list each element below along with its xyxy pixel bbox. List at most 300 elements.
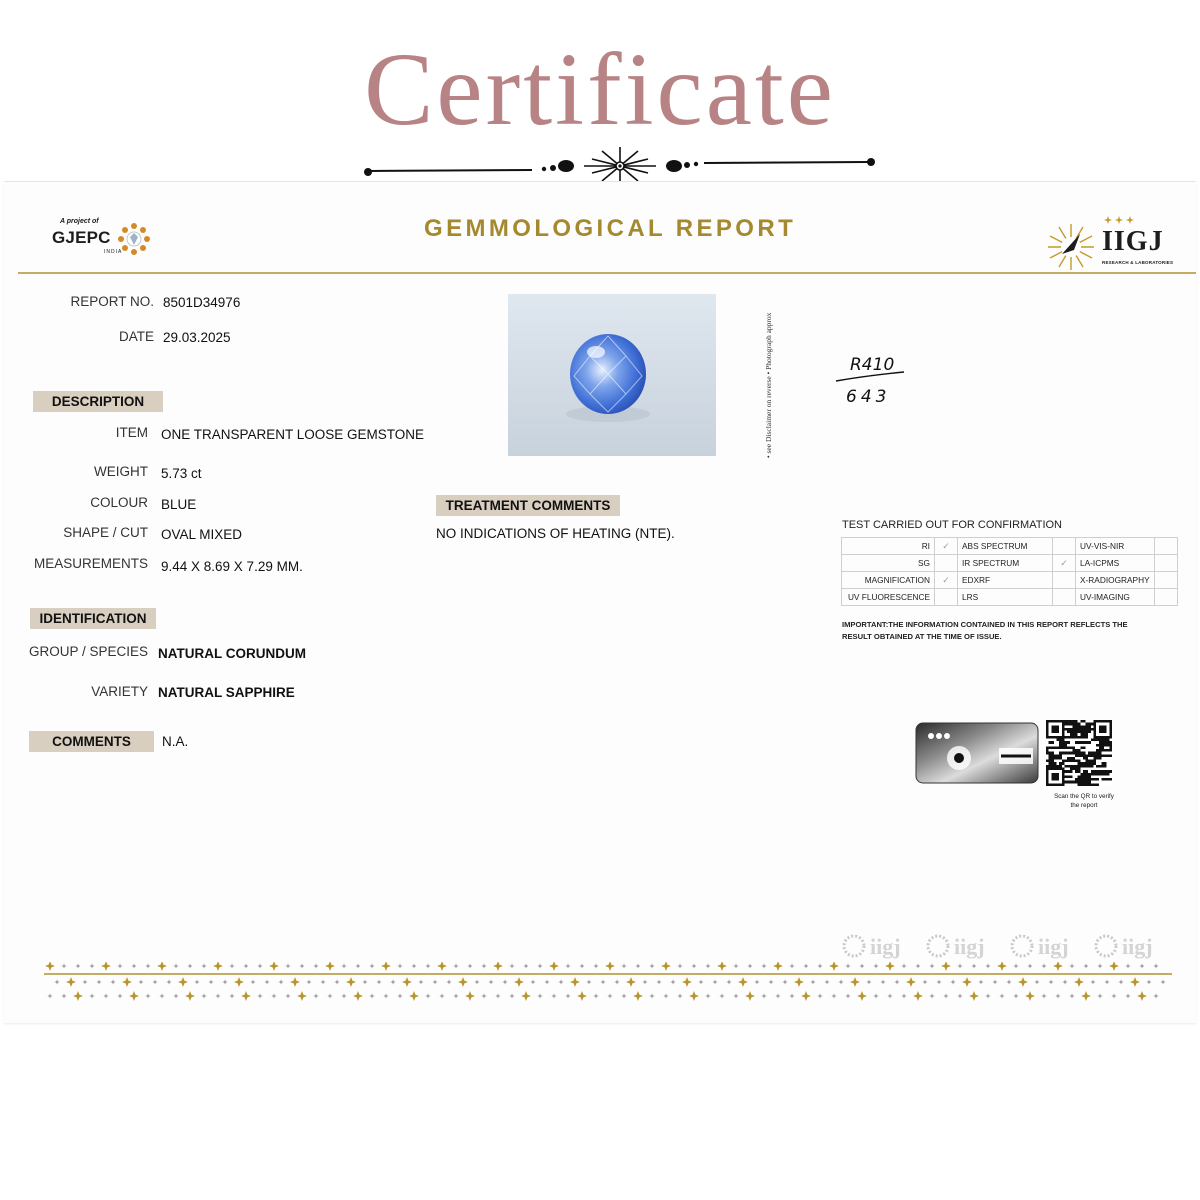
- gold-star-icon: [390, 979, 395, 984]
- test-name-2-b: EDXRF: [958, 572, 1053, 589]
- gold-star-icon: [397, 963, 402, 968]
- test-name-2-a: MAGNIFICATION: [842, 572, 935, 589]
- gold-star-icon: [887, 993, 892, 998]
- gold-star-icon: [1048, 979, 1053, 984]
- comments-value: N.A.: [162, 734, 189, 749]
- gold-star-icon: [551, 993, 556, 998]
- gold-star-icon: [677, 993, 682, 998]
- gold-star-icon: [1041, 993, 1046, 998]
- report-number-label: REPORT NO.: [70, 294, 154, 309]
- tests-table: [841, 537, 1178, 606]
- gold-star-icon: [418, 979, 423, 984]
- gold-star-icon: [509, 963, 514, 968]
- gold-star-icon: [1153, 963, 1158, 968]
- gold-star-icon: [558, 979, 563, 984]
- gold-star-icon: [985, 963, 990, 968]
- iigj-watermark-icon: [1012, 934, 1069, 959]
- gold-star-icon: [549, 962, 559, 971]
- gold-star-icon: [264, 979, 269, 984]
- gold-star-icon: [789, 963, 794, 968]
- gold-star-icon: [635, 963, 640, 968]
- gold-star-icon: [327, 993, 332, 998]
- gold-star-icon: [565, 963, 570, 968]
- gold-star-icon: [768, 979, 773, 984]
- test-name-3-b: LRS: [958, 589, 1053, 606]
- gold-star-icon: [369, 963, 374, 968]
- gold-star-icon: [458, 977, 468, 987]
- gold-star-icon: [873, 963, 878, 968]
- gold-star-icon: [894, 979, 899, 984]
- gold-star-icon: [586, 979, 591, 984]
- gold-star-icon: [859, 963, 864, 968]
- empty-cell: [1155, 538, 1178, 555]
- gjepc-india-label: INDIA: [104, 249, 123, 255]
- gold-star-icon: [789, 993, 794, 998]
- treatment-comments-value: NO INDICATIONS OF HEATING (NTE).: [436, 526, 675, 541]
- gold-star-icon: [978, 979, 983, 984]
- svg-text:iigj: iigj: [870, 934, 901, 959]
- gold-star-icon: [1104, 979, 1109, 984]
- gold-star-icon: [362, 979, 367, 984]
- gold-star-icon: [1146, 979, 1151, 984]
- gold-star-icon: [110, 979, 115, 984]
- variety-value: NATURAL SAPPHIRE: [158, 685, 295, 700]
- tests-title: TEST CARRIED OUT FOR CONFIRMATION: [842, 519, 1063, 531]
- gold-star-icon: [633, 991, 643, 1001]
- gold-star-icon: [642, 979, 647, 984]
- gold-star-icon: [66, 977, 76, 987]
- gold-star-icon: [873, 993, 878, 998]
- gold-star-icon: [957, 963, 962, 968]
- gold-star-icon: [537, 993, 542, 998]
- gold-star-icon: [89, 963, 94, 968]
- gold-star-icon: [334, 979, 339, 984]
- shape-cut-label: SHAPE / CUT: [63, 525, 148, 540]
- gold-star-icon: [257, 993, 262, 998]
- gold-star-icon: [313, 963, 318, 968]
- gold-star-icon: [201, 993, 206, 998]
- empty-cell: [1155, 555, 1178, 572]
- gold-star-icon: [502, 979, 507, 984]
- gold-star-icon: [1025, 991, 1035, 1001]
- important-note: [842, 619, 1132, 643]
- gold-star-icon: [54, 979, 59, 984]
- gold-star-icon: [465, 991, 475, 1001]
- gold-star-icon: [649, 993, 654, 998]
- identification-heading: IDENTIFICATION: [30, 608, 156, 629]
- gold-star-icon: [1027, 963, 1032, 968]
- gold-star-icon: [999, 993, 1004, 998]
- item-label: ITEM: [115, 425, 148, 440]
- gold-star-icon: [810, 979, 815, 984]
- gold-star-icon: [481, 993, 486, 998]
- gold-star-icon: [61, 963, 66, 968]
- gold-star-icon: [145, 993, 150, 998]
- gold-star-icon: [913, 991, 923, 1001]
- gold-star-icon: [733, 993, 738, 998]
- iigj-name: IIGJ: [1102, 226, 1164, 257]
- empty-cell: [1155, 589, 1178, 606]
- gold-star-icon: [355, 963, 360, 968]
- date-label: DATE: [118, 329, 154, 344]
- report-number-value: 8501D34976: [163, 295, 241, 310]
- gold-star-icon: [488, 979, 493, 984]
- gold-star-icon: [885, 962, 895, 971]
- gold-star-icon: [1013, 993, 1018, 998]
- project-of-label: A project of: [60, 218, 99, 225]
- item-value: ONE TRANSPARENT LOOSE GEMSTONE: [161, 427, 425, 442]
- gjepc-logo: [50, 218, 160, 264]
- gold-star-icon: [670, 979, 675, 984]
- gold-star-icon: [992, 979, 997, 984]
- test-name-0-c: UV-VIS-NIR: [1076, 538, 1155, 555]
- gold-star-icon: [661, 962, 671, 971]
- gold-star-icon: [73, 991, 83, 1001]
- gold-star-icon: [775, 993, 780, 998]
- gold-star-icon: [320, 979, 325, 984]
- gold-star-icon: [677, 963, 682, 968]
- gold-star-icon: [794, 977, 804, 987]
- gemstone-photo: [508, 294, 716, 456]
- gold-star-icon: [173, 963, 178, 968]
- gold-star-icon: [257, 963, 262, 968]
- gold-star-icon: [570, 977, 580, 987]
- gold-star-icon: [495, 993, 500, 998]
- gold-star-icon: [803, 963, 808, 968]
- gold-star-icon: [719, 993, 724, 998]
- gold-star-icon: [47, 993, 52, 998]
- gold-star-icon: [1069, 963, 1074, 968]
- gold-star-icon: [96, 979, 101, 984]
- check-icon: [1053, 589, 1076, 606]
- gold-star-icon: [649, 963, 654, 968]
- gjepc-name: GJEPC: [52, 228, 111, 247]
- gold-star-icon: [89, 993, 94, 998]
- gold-star-icon: [1041, 963, 1046, 968]
- gold-star-icon: [369, 993, 374, 998]
- gold-star-icon: [166, 979, 171, 984]
- gold-star-icon: [773, 962, 783, 971]
- hologram-seal: [915, 722, 1039, 784]
- gold-star-icon: [208, 979, 213, 984]
- gold-star-icon: [157, 962, 167, 971]
- gold-star-icon: [745, 991, 755, 1001]
- gold-stars-border: [44, 962, 1174, 1002]
- gold-star-icon: [971, 963, 976, 968]
- gold-star-icon: [1055, 993, 1060, 998]
- gold-star-icon: [521, 991, 531, 1001]
- gold-star-icon: [857, 991, 867, 1001]
- gold-star-icon: [761, 993, 766, 998]
- gold-star-icon: [290, 977, 300, 987]
- gold-star-icon: [201, 963, 206, 968]
- gold-star-icon: [621, 963, 626, 968]
- gold-star-icon: [985, 993, 990, 998]
- test-name-1-c: LA-ICPMS: [1076, 555, 1155, 572]
- gold-star-icon: [250, 979, 255, 984]
- gold-star-icon: [705, 963, 710, 968]
- iigj-watermark-icon: [844, 934, 901, 959]
- gold-star-icon: [866, 979, 871, 984]
- gjepc-emblem-icon: [118, 223, 150, 255]
- gold-star-icon: [243, 963, 248, 968]
- gold-star-icon: [656, 979, 661, 984]
- gold-star-icon: [831, 993, 836, 998]
- gold-star-icon: [607, 993, 612, 998]
- gold-star-icon: [353, 991, 363, 1001]
- gold-star-icon: [906, 977, 916, 987]
- gold-star-icon: [299, 963, 304, 968]
- measurements-label: MEASUREMENTS: [33, 556, 148, 571]
- gold-star-icon: [997, 962, 1007, 971]
- svg-text:iigj: iigj: [954, 934, 985, 959]
- gold-star-icon: [341, 993, 346, 998]
- gold-star-icon: [82, 979, 87, 984]
- gold-star-icon: [178, 977, 188, 987]
- gold-star-icon: [122, 977, 132, 987]
- iigj-watermarks: [840, 930, 1180, 966]
- gold-star-icon: [845, 993, 850, 998]
- gold-star-icon: [801, 991, 811, 1001]
- gold-star-icon: [1062, 979, 1067, 984]
- gold-star-icon: [159, 993, 164, 998]
- handwritten-annotation: [834, 350, 914, 410]
- treatment-comments-heading: TREATMENT COMMENTS: [436, 495, 620, 516]
- tests-row: [842, 572, 1178, 589]
- gold-star-icon: [726, 979, 731, 984]
- check-icon: ✓: [935, 538, 958, 555]
- gold-star-icon: [313, 993, 318, 998]
- gold-star-icon: [579, 963, 584, 968]
- gold-star-icon: [346, 977, 356, 987]
- gold-star-icon: [901, 993, 906, 998]
- gold-star-icon: [1053, 962, 1063, 971]
- gold-star-icon: [173, 993, 178, 998]
- gold-star-icon: [577, 991, 587, 1001]
- group-species-label: GROUP / SPECIES: [28, 644, 148, 659]
- gold-star-icon: [537, 963, 542, 968]
- gold-star-icon: [1125, 993, 1130, 998]
- colour-label: COLOUR: [90, 495, 148, 510]
- weight-label: WEIGHT: [94, 464, 148, 479]
- gold-star-icon: [278, 979, 283, 984]
- gold-star-icon: [425, 993, 430, 998]
- tests-row: [842, 589, 1178, 606]
- gold-star-icon: [1081, 991, 1091, 1001]
- gold-star-icon: [194, 979, 199, 984]
- gold-star-icon: [229, 963, 234, 968]
- gold-star-icon: [117, 993, 122, 998]
- gold-star-icon: [341, 963, 346, 968]
- gold-star-icon: [61, 993, 66, 998]
- gold-star-icon: [705, 993, 710, 998]
- gold-star-icon: [761, 963, 766, 968]
- gold-star-icon: [1125, 963, 1130, 968]
- gold-star-icon: [509, 993, 514, 998]
- gold-star-icon: [565, 993, 570, 998]
- iigj-stars-icon: [1104, 216, 1134, 224]
- shape-cut-value: OVAL MIXED: [161, 527, 243, 542]
- gold-star-icon: [222, 979, 227, 984]
- gold-star-icon: [285, 963, 290, 968]
- photo-disclaimer-note: • see Disclaimer on reverse • Photograph approx: [764, 312, 773, 458]
- gold-star-icon: [754, 979, 759, 984]
- colour-value: BLUE: [161, 497, 197, 512]
- gold-star-icon: [689, 991, 699, 1001]
- gold-star-icon: [929, 993, 934, 998]
- important-text: THE INFORMATION CONTAINED IN THIS REPORT REFLECTS THE RESULT OBTAINED AT THE TIME OF ISSUE.: [842, 620, 1128, 641]
- gold-star-icon: [747, 963, 752, 968]
- gold-star-icon: [929, 963, 934, 968]
- gold-star-icon: [152, 979, 157, 984]
- handwritten-line-1: R410: [850, 355, 895, 375]
- gold-star-icon: [1006, 979, 1011, 984]
- gold-star-icon: [446, 979, 451, 984]
- certificate-banner-title: Certificate: [364, 32, 836, 147]
- gold-star-icon: [943, 993, 948, 998]
- iigj-watermark-icon: [928, 934, 985, 959]
- gold-star-icon: [850, 977, 860, 987]
- report-title: GEMMOLOGICAL REPORT: [424, 215, 797, 242]
- gold-star-icon: [437, 962, 447, 971]
- gold-star-icon: [922, 979, 927, 984]
- qr-code[interactable]: [1046, 720, 1112, 786]
- gold-star-icon: [103, 993, 108, 998]
- stars-divider: [44, 973, 1172, 975]
- gold-star-icon: [376, 979, 381, 984]
- gold-star-icon: [593, 963, 598, 968]
- gold-star-icon: [1139, 963, 1144, 968]
- gold-star-icon: [1013, 963, 1018, 968]
- gold-star-icon: [138, 979, 143, 984]
- gold-star-icon: [969, 991, 979, 1001]
- tests-row: [842, 555, 1178, 572]
- gold-star-icon: [1074, 977, 1084, 987]
- gold-star-icon: [593, 993, 598, 998]
- gold-star-icon: [1097, 963, 1102, 968]
- test-name-1-a: SG: [842, 555, 935, 572]
- group-species-value: NATURAL CORUNDUM: [158, 646, 306, 661]
- gold-star-icon: [453, 993, 458, 998]
- gold-star-icon: [402, 977, 412, 987]
- gold-star-icon: [234, 977, 244, 987]
- test-name-0-b: ABS SPECTRUM: [958, 538, 1053, 555]
- gold-star-icon: [297, 991, 307, 1001]
- check-icon: ✓: [1053, 555, 1076, 572]
- gold-star-icon: [824, 979, 829, 984]
- comments-heading: COMMENTS: [29, 731, 154, 752]
- gold-star-icon: [1018, 977, 1028, 987]
- gold-star-icon: [397, 993, 402, 998]
- gold-star-icon: [1137, 991, 1147, 1001]
- gold-star-icon: [717, 962, 727, 971]
- gold-star-icon: [514, 977, 524, 987]
- gold-star-icon: [712, 979, 717, 984]
- gold-star-icon: [544, 979, 549, 984]
- gold-star-icon: [241, 991, 251, 1001]
- gold-star-icon: [1097, 993, 1102, 998]
- gold-star-icon: [131, 963, 136, 968]
- svg-text:iigj: iigj: [1122, 934, 1153, 959]
- gold-star-icon: [145, 963, 150, 968]
- iigj-subtext: RESEARCH & LABORATORIES: [1102, 260, 1174, 265]
- gold-star-icon: [663, 993, 668, 998]
- gold-star-icon: [600, 979, 605, 984]
- gold-star-icon: [117, 963, 122, 968]
- gold-star-icon: [936, 979, 941, 984]
- gold-star-icon: [215, 993, 220, 998]
- gold-star-icon: [285, 993, 290, 998]
- test-name-2-c: X-RADIOGRAPHY: [1076, 572, 1155, 589]
- gold-star-icon: [213, 962, 223, 971]
- check-icon: ✓: [935, 572, 958, 589]
- gold-star-icon: [1130, 977, 1140, 987]
- variety-label: VARIETY: [91, 684, 148, 699]
- check-icon: [1053, 572, 1076, 589]
- gold-star-icon: [271, 993, 276, 998]
- gold-star-icon: [1090, 979, 1095, 984]
- gold-star-icon: [474, 979, 479, 984]
- check-icon: [935, 555, 958, 572]
- gold-star-icon: [782, 979, 787, 984]
- empty-cell: [1155, 572, 1178, 589]
- gold-star-icon: [1111, 993, 1116, 998]
- gold-star-icon: [383, 993, 388, 998]
- test-name-1-b: IR SPECTRUM: [958, 555, 1053, 572]
- gold-star-icon: [915, 963, 920, 968]
- gold-star-icon: [411, 963, 416, 968]
- gold-star-icon: [614, 979, 619, 984]
- iigj-logo: [1044, 218, 1184, 274]
- gemmological-report-card: [4, 181, 1196, 1023]
- gold-star-icon: [1118, 979, 1123, 984]
- gold-star-icon: [523, 963, 528, 968]
- gold-star-icon: [1153, 993, 1158, 998]
- date-value: 29.03.2025: [163, 330, 231, 345]
- gold-star-icon: [1069, 993, 1074, 998]
- test-name-0-a: RI: [842, 538, 935, 555]
- gold-star-icon: [75, 963, 80, 968]
- gold-star-icon: [957, 993, 962, 998]
- gold-star-icon: [1034, 979, 1039, 984]
- gold-star-icon: [738, 977, 748, 987]
- gold-star-icon: [269, 962, 279, 971]
- gold-star-icon: [626, 977, 636, 987]
- gold-star-icon: [185, 991, 195, 1001]
- handwritten-line-2: 643: [846, 387, 891, 407]
- gold-star-icon: [941, 962, 951, 971]
- gold-star-icon: [682, 977, 692, 987]
- gold-star-icon: [817, 963, 822, 968]
- gold-star-icon: [493, 962, 503, 971]
- header-divider: [18, 272, 1196, 274]
- gold-star-icon: [439, 993, 444, 998]
- iigj-watermark-icon: [1096, 934, 1153, 959]
- gold-star-icon: [325, 962, 335, 971]
- check-icon: [935, 589, 958, 606]
- gold-star-icon: [605, 962, 615, 971]
- gold-star-icon: [45, 962, 55, 971]
- gold-star-icon: [453, 963, 458, 968]
- gold-star-icon: [1083, 963, 1088, 968]
- gold-star-icon: [698, 979, 703, 984]
- gold-star-icon: [962, 977, 972, 987]
- test-name-3-a: UV FLUORESCENCE: [842, 589, 935, 606]
- gold-star-icon: [425, 963, 430, 968]
- gold-star-icon: [432, 979, 437, 984]
- qr-caption: Scan the QR to verify the report: [1054, 793, 1114, 809]
- gold-star-icon: [829, 962, 839, 971]
